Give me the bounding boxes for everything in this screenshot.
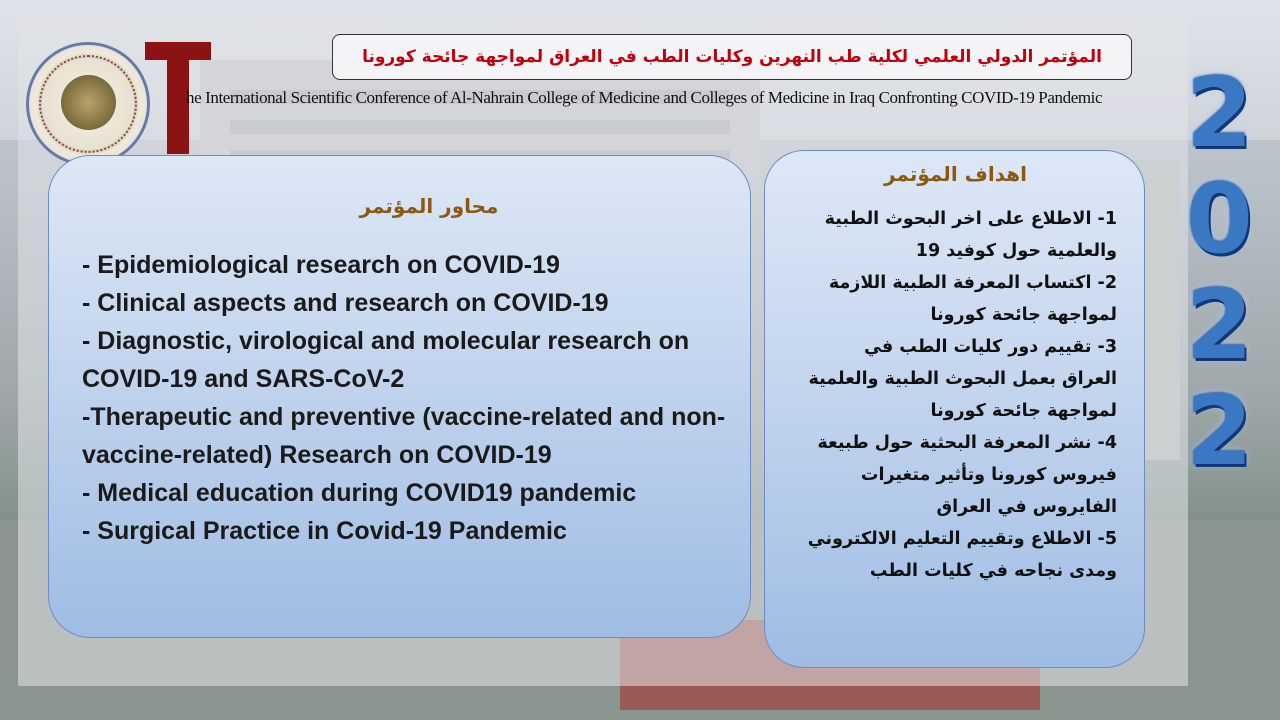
conference-seal-icon — [26, 42, 150, 166]
conference-axes-panel — [48, 155, 751, 638]
list-item: 1- الاطلاع على اخر البحوث الطبية والعلمية حول كوفيد 19 — [824, 209, 1117, 261]
goals-heading: اهداف المؤتمر — [884, 162, 1027, 186]
year-digit: 0 — [1186, 163, 1253, 275]
year-digit: 2 — [1186, 269, 1253, 381]
list-item: - Epidemiological research on COVID-19 — [82, 251, 560, 279]
arabic-title-banner: المؤتمر الدولي العلمي لكلية طب النهرين وكليات الطب في العراق لمواجهة جائحة كورونا — [332, 34, 1132, 80]
year-digit: 2 — [1186, 375, 1253, 487]
list-item: 4- نشر المعرفة البحثية حول طبيعة فيروس كورونا وتأثير متغيرات الفايروس في العراق — [817, 433, 1117, 517]
list-item: -Therapeutic and preventive (vaccine-related and non-vaccine-related) Research on COVID-19 — [82, 403, 726, 469]
list-item: 2- اكتساب المعرفة الطبية اللازمة لمواجهة جائحة كورونا — [828, 273, 1117, 325]
axes-list — [82, 246, 732, 550]
english-title: he International Scientific Conference of Al-Nahrain College of Medicine and Colleges of Medicine in Iraq Confronting COVID-19 Pandemic — [186, 88, 1103, 107]
list-item: - Diagnostic, virological and molecular research on COVID-19 and SARS-CoV-2 — [82, 327, 690, 393]
year-digit: 2 — [1186, 57, 1253, 169]
list-item: - Medical education during COVID19 pandemic — [82, 479, 637, 507]
list-item: - Surgical Practice in Covid-19 Pandemic — [82, 517, 567, 545]
goals-list — [805, 203, 1117, 587]
axes-heading: محاور المؤتمر — [359, 194, 499, 218]
year-vertical — [1186, 57, 1253, 487]
list-item: - Clinical aspects and research on COVID-19 — [82, 289, 609, 317]
conference-goals-panel — [764, 150, 1145, 668]
list-item: 5- الاطلاع وتقييم التعليم الالكتروني ومدى نجاحه في كليات الطب — [807, 529, 1117, 581]
list-item: 3- تقييم دور كليات الطب في العراق بعمل البحوث الطبية والعلمية لمواجهة جائحة كورونا — [808, 337, 1117, 421]
